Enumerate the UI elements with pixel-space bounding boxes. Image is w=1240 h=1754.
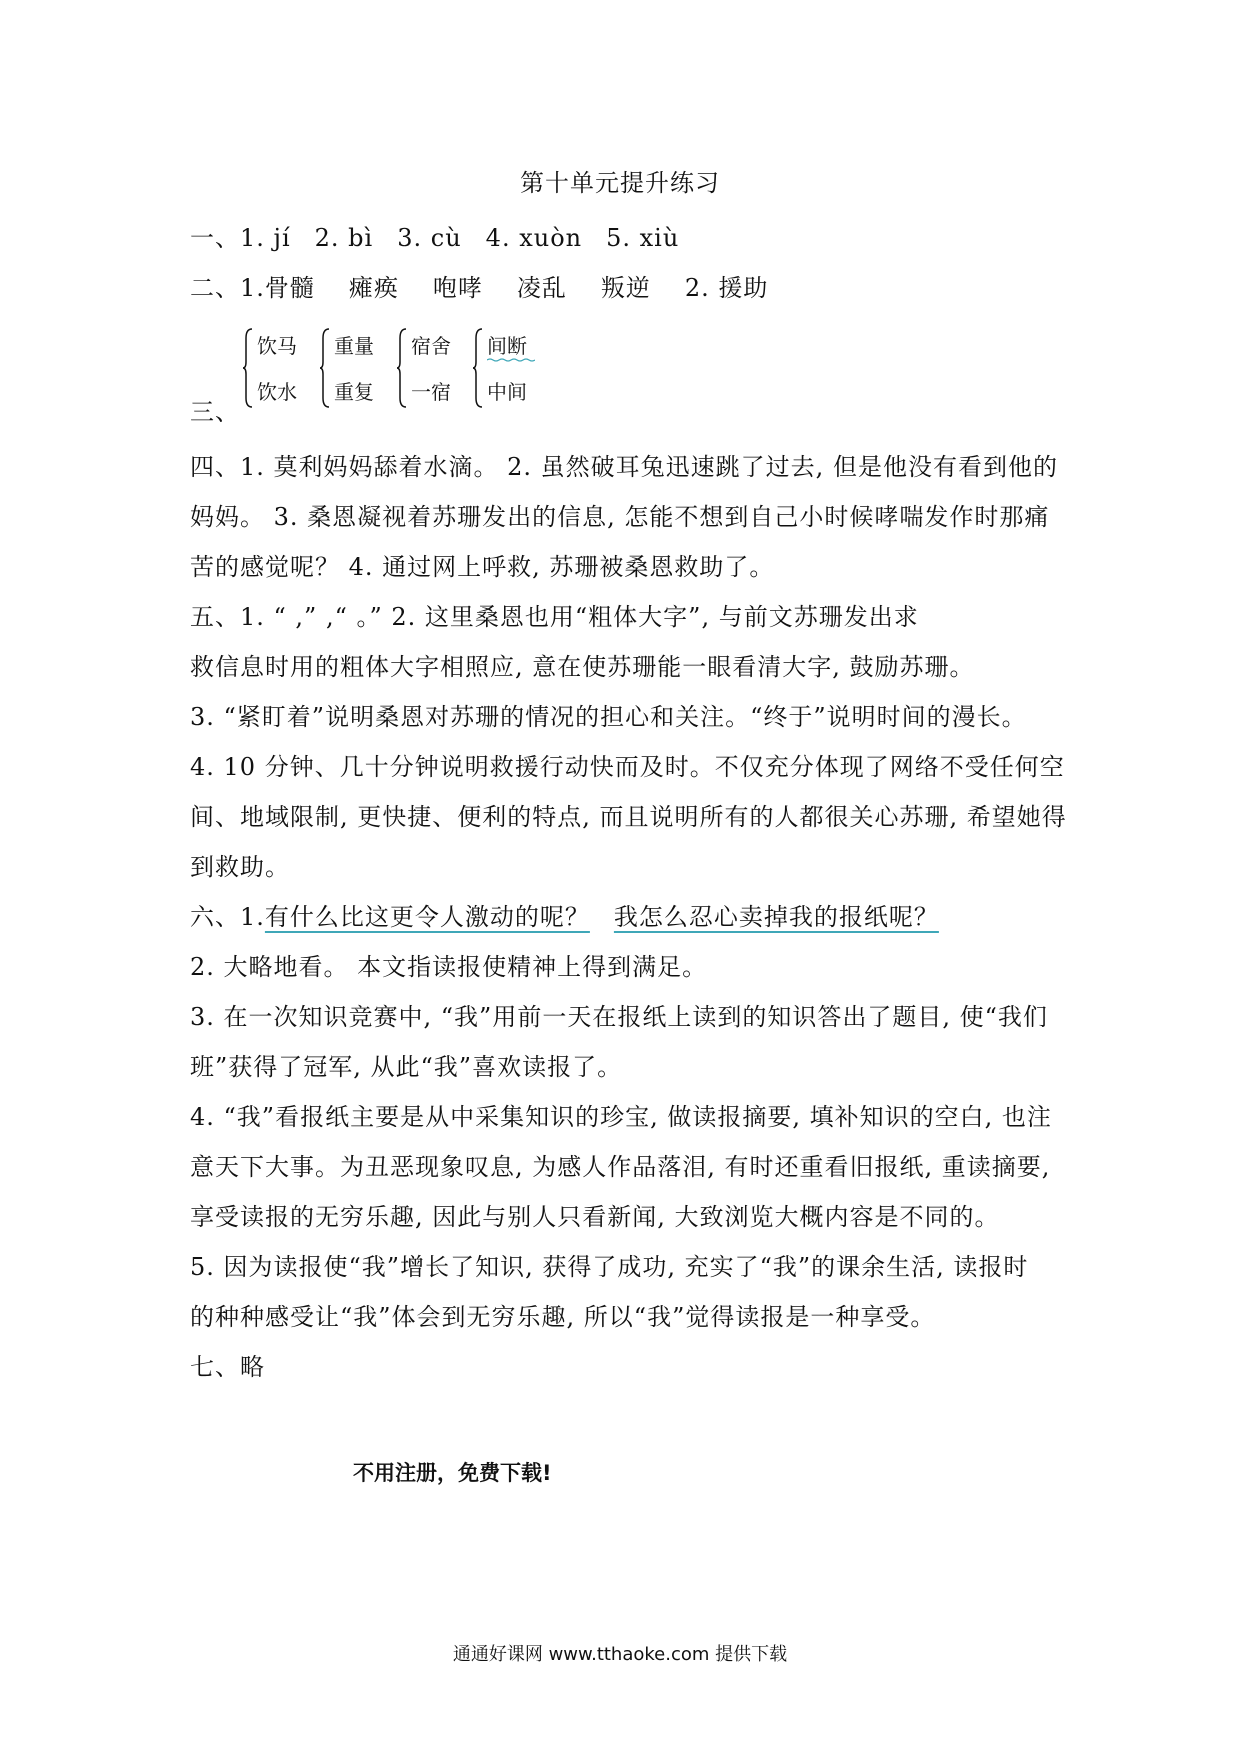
- footer-credit: 通通好课网 www.tthaoke.com 提供下载: [452, 1644, 788, 1665]
- q3-word-bottom: 中间: [487, 380, 527, 404]
- q3-label: 三、: [190, 398, 240, 426]
- brace-icon: [473, 328, 483, 408]
- q3-word-bottom: 饮水: [257, 380, 297, 404]
- brace-icon: [320, 328, 330, 408]
- q5-line: 到救助。: [190, 853, 290, 881]
- q4-line: 四、1. 莫利妈妈舔着水滴。 2. 虽然破耳兔迅速跳了过去, 但是他没有看到他的: [190, 453, 1058, 481]
- page-title: 第十单元提升练习: [520, 169, 720, 197]
- q5-line: 间、地域限制, 更快捷、便利的特点, 而且说明所有的人都很关心苏珊, 希望她得: [190, 803, 1067, 831]
- q1-line: [190, 218, 679, 253]
- q1-item: 5. xiù: [606, 224, 680, 252]
- q5-line: 3. “紧盯着”说明桑恩对苏珊的情况的担心和关注。“终于”说明时间的漫长。: [190, 703, 1027, 731]
- download-note: 不用注册，免费下载!: [353, 1461, 552, 1485]
- q3-word-top: 间断: [487, 334, 527, 358]
- q2-word: 瘫痪: [348, 274, 399, 302]
- q6-line: 5. 因为读报使“我”增长了知识, 获得了成功, 充实了“我”的课余生活, 读报时: [190, 1253, 1029, 1281]
- brace-icon: [397, 328, 407, 408]
- q6-line: 班”获得了冠军, 从此“我”喜欢读报了。: [190, 1053, 623, 1081]
- q6-line: 2. 大略地看。 本文指读报使精神上得到满足。: [190, 953, 708, 981]
- q1-label: 一、: [190, 224, 240, 252]
- q2-word: 咆哮: [432, 274, 483, 302]
- q2-word: 骨髓: [264, 274, 315, 302]
- q3-group: [473, 328, 553, 408]
- q6-line: 4. “我”看报纸主要是从中采集知识的珍宝, 做读报摘要, 填补知识的空白, 也注: [190, 1103, 1052, 1131]
- q6-line: [190, 897, 939, 932]
- q1-item: 4. xuòn: [485, 224, 583, 252]
- q6-label: 六、1.: [190, 903, 265, 931]
- q2-word: 凌乱: [516, 274, 567, 302]
- q2-label: 二、: [190, 274, 240, 302]
- q3-word-bottom: 重复: [334, 380, 374, 404]
- q5-line: 救信息时用的粗体大字相照应, 意在使苏珊能一眼看清大字, 鼓励苏珊。: [190, 653, 975, 681]
- q6-line: 的种种感受让“我”体会到无穷乐趣, 所以“我”觉得读报是一种享受。: [190, 1303, 936, 1331]
- wavy-underline-icon: [487, 358, 535, 362]
- q1-item: 1. jí: [240, 224, 291, 252]
- q6-line: 意天下大事。为丑恶现象叹息, 为感人作品落泪, 有时还重看旧报纸, 重读摘要,: [190, 1153, 1051, 1181]
- q2-line: [190, 268, 768, 303]
- q3-group: [243, 328, 315, 408]
- q3-word-top: 重量: [334, 334, 374, 358]
- q5-line: 4. 10 分钟、几十分钟说明救援行动快而及时。不仅充分体现了网络不受任何空: [190, 753, 1065, 781]
- q6-line: 享受读报的无穷乐趣, 因此与别人只看新闻, 大致浏览大概内容是不同的。: [190, 1203, 1000, 1231]
- q3-group: [320, 328, 392, 408]
- q4-line: 苦的感觉呢？ 4. 通过网上呼救, 苏珊被桑恩救助了。: [190, 553, 775, 581]
- brace-icon: [243, 328, 253, 408]
- q6-underlined-sentence: 我怎么忍心卖掉我的报纸呢？: [613, 903, 939, 931]
- q2-word: 叛逆: [600, 274, 651, 302]
- q6-underlined-sentence: 有什么比这更令人激动的呢？: [264, 903, 590, 931]
- q3-word-bottom: 一宿: [411, 380, 451, 404]
- q5-line: 五、1. “ ,” ,“ 。” 2. 这里桑恩也用“粗体大字”, 与前文苏珊发出求: [190, 603, 919, 631]
- q3-word-top: 饮马: [257, 334, 297, 358]
- q7-line: 七、略: [190, 1353, 265, 1381]
- q4-line: 妈妈。 3. 桑恩凝视着苏珊发出的信息, 怎能不想到自己小时候哮喘发作时那痛: [190, 503, 1050, 531]
- q3-group: [397, 328, 469, 408]
- q6-line: 3. 在一次知识竞赛中, “我”用前一天在报纸上读到的知识答出了题目, 使“我们: [190, 1003, 1048, 1031]
- q3-word-top: 宿舍: [411, 334, 451, 358]
- q2-part2: 2. 援助: [684, 274, 769, 302]
- q1-item: 2. bì: [314, 224, 374, 252]
- q1-item: 3. cù: [397, 224, 462, 252]
- q2-part1-label: 1.: [240, 274, 265, 302]
